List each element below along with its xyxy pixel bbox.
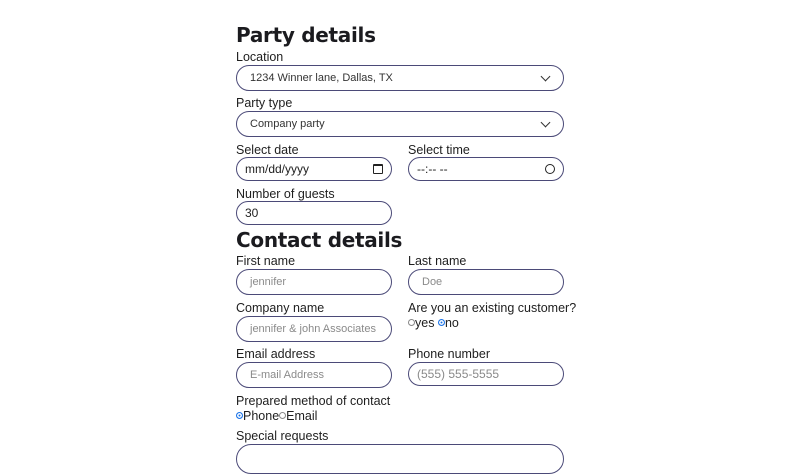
contact-method-group [236, 409, 317, 423]
location-label: Location [236, 50, 284, 64]
first-name-input[interactable] [236, 269, 392, 295]
email-label: Email address [236, 347, 316, 361]
existing-yes-label: yes [415, 316, 435, 330]
time-placeholder: --:-- -- [417, 162, 448, 176]
phone-label: Phone number [408, 347, 491, 361]
chevron-down-icon [541, 117, 551, 127]
existing-yes-radio[interactable] [408, 319, 415, 326]
contact-method-label: Prepared method of contact [236, 394, 391, 408]
existing-no-radio[interactable] [438, 319, 445, 326]
method-email-label: Email [286, 409, 318, 423]
date-placeholder: mm/dd/yyyy [245, 162, 310, 176]
date-label: Select date [236, 143, 299, 157]
special-requests-textarea[interactable] [236, 444, 564, 474]
phone-input[interactable] [408, 362, 564, 386]
location-value: 1234 Winner lane, Dallas, TX [250, 72, 393, 84]
last-name-label: Last name [408, 254, 467, 268]
time-input[interactable] [408, 157, 564, 181]
company-input[interactable] [236, 316, 392, 342]
special-requests-label: Special requests [236, 429, 329, 443]
company-placeholder: jennifer & john Associates [250, 323, 376, 335]
calendar-icon[interactable] [373, 164, 383, 174]
date-input[interactable] [236, 157, 392, 181]
last-name-input[interactable] [408, 269, 564, 295]
clock-icon[interactable] [545, 164, 555, 174]
existing-customer-group [408, 316, 459, 330]
party-type-select[interactable] [236, 111, 564, 137]
first-name-placeholder: jennifer [250, 276, 287, 288]
existing-no-label: no [444, 316, 459, 330]
time-label: Select time [408, 143, 470, 157]
guests-value: 30 [245, 206, 259, 220]
last-name-placeholder: Doe [422, 276, 443, 288]
location-select[interactable] [236, 65, 564, 91]
chevron-down-icon [541, 71, 551, 81]
phone-placeholder: (555) 555-5555 [417, 367, 500, 381]
method-phone-label: Phone [243, 409, 280, 423]
guests-input[interactable] [236, 201, 392, 225]
email-input[interactable] [236, 362, 392, 388]
contact-details-heading: Contact details [236, 228, 403, 252]
first-name-label: First name [236, 254, 296, 268]
email-placeholder: E-mail Address [250, 369, 324, 381]
existing-customer-label: Are you an existing customer? [408, 301, 577, 315]
party-type-label: Party type [236, 96, 293, 110]
company-label: Company name [236, 301, 325, 315]
party-details-heading: Party details [236, 23, 376, 47]
party-type-value: Company party [250, 118, 325, 130]
guests-label: Number of guests [236, 187, 335, 201]
method-phone-radio[interactable] [236, 412, 243, 419]
